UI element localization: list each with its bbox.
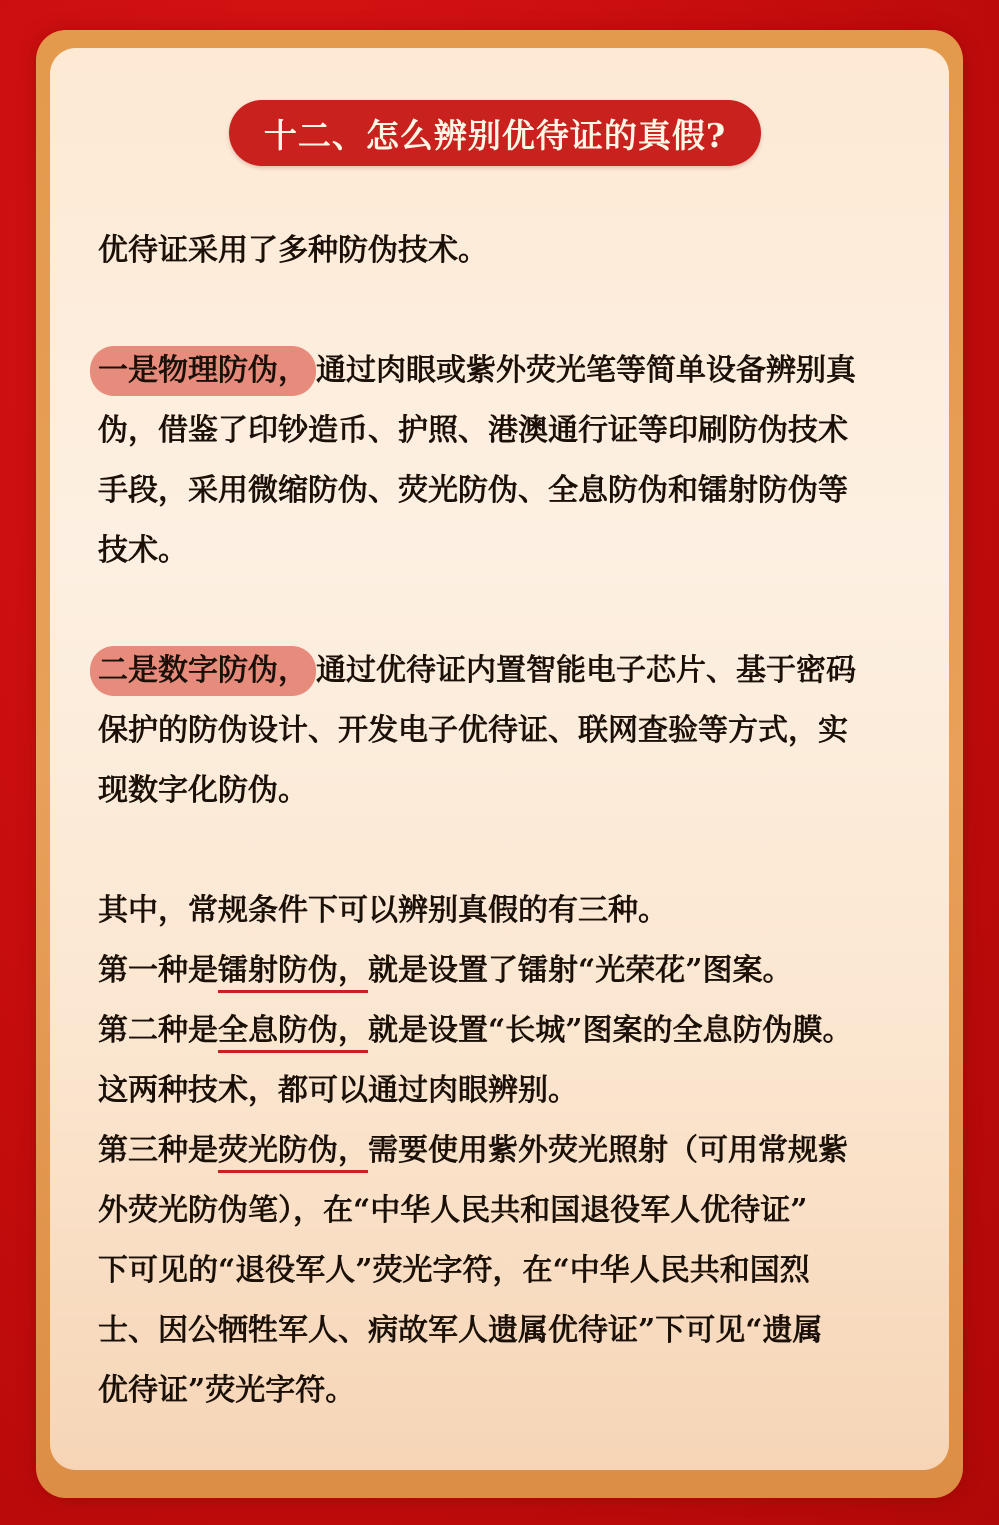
physical-highlight: 一是物理防伪， bbox=[90, 346, 316, 396]
page-title: 十二、怎么辨别优待证的真假? bbox=[263, 115, 727, 155]
first-key: 镭射防伪， bbox=[218, 953, 368, 993]
third-line-2: 外荧光防伪笔），在“中华人民共和国退役军人优待证” bbox=[98, 1193, 808, 1228]
first-prefix: 第一种是 bbox=[98, 953, 218, 988]
third-rest: 需要使用紫外荧光照射（可用常规紫 bbox=[368, 1133, 848, 1168]
third-line-4: 士、因公牺牲军人、病故军人遗属优待证”下可见“遗属 bbox=[98, 1313, 823, 1348]
third-line-5: 优待证”荧光字符。 bbox=[98, 1373, 356, 1408]
physical-line-1-text: 通过肉眼或紫外荧光笔等简单设备辨别真 bbox=[316, 353, 856, 388]
third-key: 荧光防伪， bbox=[218, 1133, 368, 1173]
second-prefix: 第二种是 bbox=[98, 1013, 218, 1048]
intro-text: 优待证采用了多种防伪技术。 bbox=[98, 233, 488, 268]
intro-paragraph bbox=[98, 221, 918, 281]
both-note: 这两种技术，都可以通过肉眼辨别。 bbox=[98, 1073, 578, 1108]
second-rest: 就是设置“长城”图案的全息防伪膜。 bbox=[368, 1013, 853, 1048]
common-paragraph bbox=[98, 881, 918, 1421]
physical-line-4: 技术。 bbox=[98, 533, 188, 568]
physical-line-3: 手段，采用微缩防伪、荧光防伪、全息防伪和镭射防伪等 bbox=[98, 473, 848, 508]
digital-line-2: 保护的防伪设计、开发电子优待证、联网查验等方式，实 bbox=[98, 713, 848, 748]
digital-highlight: 二是数字防伪， bbox=[90, 646, 316, 696]
first-rest: 就是设置了镭射“光荣花”图案。 bbox=[368, 953, 793, 988]
second-method bbox=[98, 1001, 918, 1061]
third-method bbox=[98, 1121, 918, 1181]
digital-line-1 bbox=[98, 641, 918, 701]
title-banner bbox=[229, 100, 761, 166]
third-line-3: 下可见的“退役军人”荧光字符，在“中华人民共和国烈 bbox=[98, 1253, 810, 1288]
common-summary: 其中，常规条件下可以辨别真假的有三种。 bbox=[98, 893, 668, 928]
physical-line-2: 伪，借鉴了印钞造币、护照、港澳通行证等印刷防伪技术 bbox=[98, 413, 848, 448]
first-method bbox=[98, 941, 918, 1001]
second-key: 全息防伪， bbox=[218, 1013, 368, 1053]
physical-paragraph bbox=[98, 341, 918, 581]
third-prefix: 第三种是 bbox=[98, 1133, 218, 1168]
digital-paragraph bbox=[98, 641, 918, 821]
digital-line-1-text: 通过优待证内置智能电子芯片、基于密码 bbox=[316, 653, 856, 688]
digital-line-3: 现数字化防伪。 bbox=[98, 773, 308, 808]
physical-line-1 bbox=[98, 341, 918, 401]
